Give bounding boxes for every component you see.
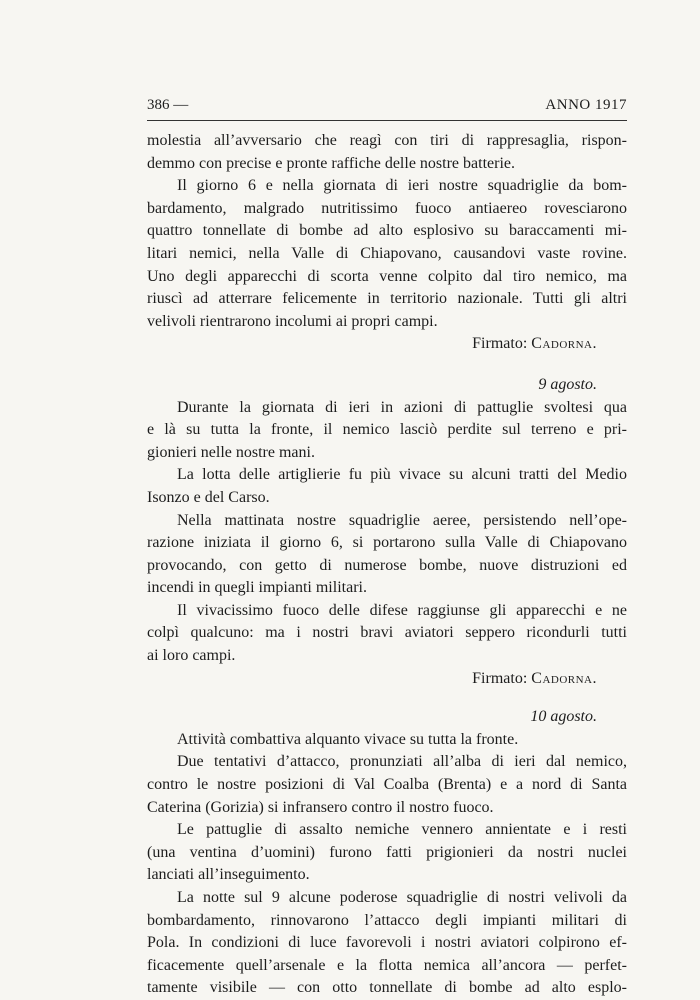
text-line: riuscì ad atterrare felicemente in territorio nazionale. Tutti gli altri — [147, 290, 627, 308]
text-line: Pola. In condizioni di luce favorevoli i nostri aviatori colpirono ef- — [147, 934, 627, 952]
text-line: Due tentativi d’attacco, pronunziati all’alba di ieri dal nemico, — [177, 753, 627, 771]
text-line: contro le nostre posizioni di Val Coalba (Brenta) e a nord di Santa — [147, 776, 627, 794]
text-line: quattro tonnellate di bombe ad alto esplosivo su baraccamenti mi- — [147, 222, 627, 240]
text-line: Il giorno 6 e nella giornata di ieri nostre squadriglie da bom- — [177, 177, 627, 195]
page-header — [147, 97, 627, 119]
signature — [147, 333, 627, 356]
text-line: razione iniziata il giorno 6, si portarono sulla Valle di Chiapovano — [147, 534, 627, 552]
body-text — [147, 130, 627, 1000]
text-line: demmo con precise e pronte raffiche delle nostre batterie. — [147, 154, 515, 172]
text-line: Le pattuglie di assalto nemiche vennero annientate e i resti — [177, 821, 627, 839]
text-line: Caterina (Gorizia) si infransero contro il nostro fuoco. — [147, 798, 494, 816]
text-line: gionieri nelle nostre mani. — [147, 443, 315, 461]
text-line: lanciati all’inseguimento. — [147, 866, 310, 884]
text-line: ficacemente quell’arsenale e la flotta nemica all’ancora — perfet- — [147, 956, 627, 974]
page-number: 386 — — [147, 97, 189, 113]
text-line: Isonzo e del Carso. — [147, 488, 270, 506]
text-line: velivoli rientrarono incolumi ai propri campi. — [147, 312, 438, 330]
section-date: 10 agosto. — [530, 708, 597, 726]
signature-name: Cadorna. — [531, 669, 597, 687]
text-line: La lotta delle artiglierie fu più vivace su alcuni tratti del Medio — [177, 466, 627, 484]
running-title: ANNO 1917 — [545, 97, 627, 113]
section-date: 9 agosto. — [538, 375, 597, 393]
text-line: (una ventina d’uomini) furono fatti prigionieri da nostri nuclei — [147, 843, 627, 861]
text-line: incendi in quegli impianti militari. — [147, 579, 367, 597]
signature-label: Firmato: — [472, 335, 528, 353]
text-line: Il vivacissimo fuoco delle difese raggiunse gli apparecchi e ne — [177, 601, 627, 619]
header-rule — [147, 120, 627, 121]
signature-name: Cadorna. — [531, 335, 597, 353]
text-line: bombardamento, rinnovarono l’attacco degli impianti militari di — [147, 911, 627, 929]
text-line: colpì qualcuno: ma i nostri bravi aviatori seppero ricondurli tutti — [147, 624, 627, 642]
text-line: La notte sul 9 alcune poderose squadriglie di nostri velivoli da — [177, 889, 627, 906]
text-line: e là su tutta la fronte, il nemico lasciò perdite sul terreno e pri- — [147, 421, 627, 439]
text-line: Uno degli apparecchi di scorta venne colpito dal tiro nemico, ma — [147, 267, 627, 285]
text-line: molestia all’avversario che reagì con tiri di rappresaglia, rispon- — [147, 132, 627, 149]
text-line: ai loro campi. — [147, 647, 236, 665]
spacer — [147, 690, 627, 706]
text-line: Attività combattiva alquanto vivace su tutta la fronte. — [177, 730, 519, 748]
text-line: bardamento, malgrado nutritissimo fuoco antiaereo rovesciarono — [147, 199, 627, 217]
text-line: Durante la giornata di ieri in azioni di pattuglie svoltesi qua — [177, 398, 627, 416]
signature — [147, 668, 627, 691]
signature-label: Firmato: — [472, 669, 528, 687]
text-line: litari nemici, nella Valle di Chiapovano, causandovi vaste rovine. — [147, 244, 627, 262]
text-line: provocando, con getto di numerose bombe, nuove distruzioni ed — [147, 556, 627, 574]
text-line: Nella mattinata nostre squadriglie aeree, persistendo nell’ope- — [177, 511, 627, 529]
spacer — [147, 356, 627, 374]
text-line: tamente visibile — con otto tonnellate di bombe ad alto esplo- — [147, 979, 627, 997]
